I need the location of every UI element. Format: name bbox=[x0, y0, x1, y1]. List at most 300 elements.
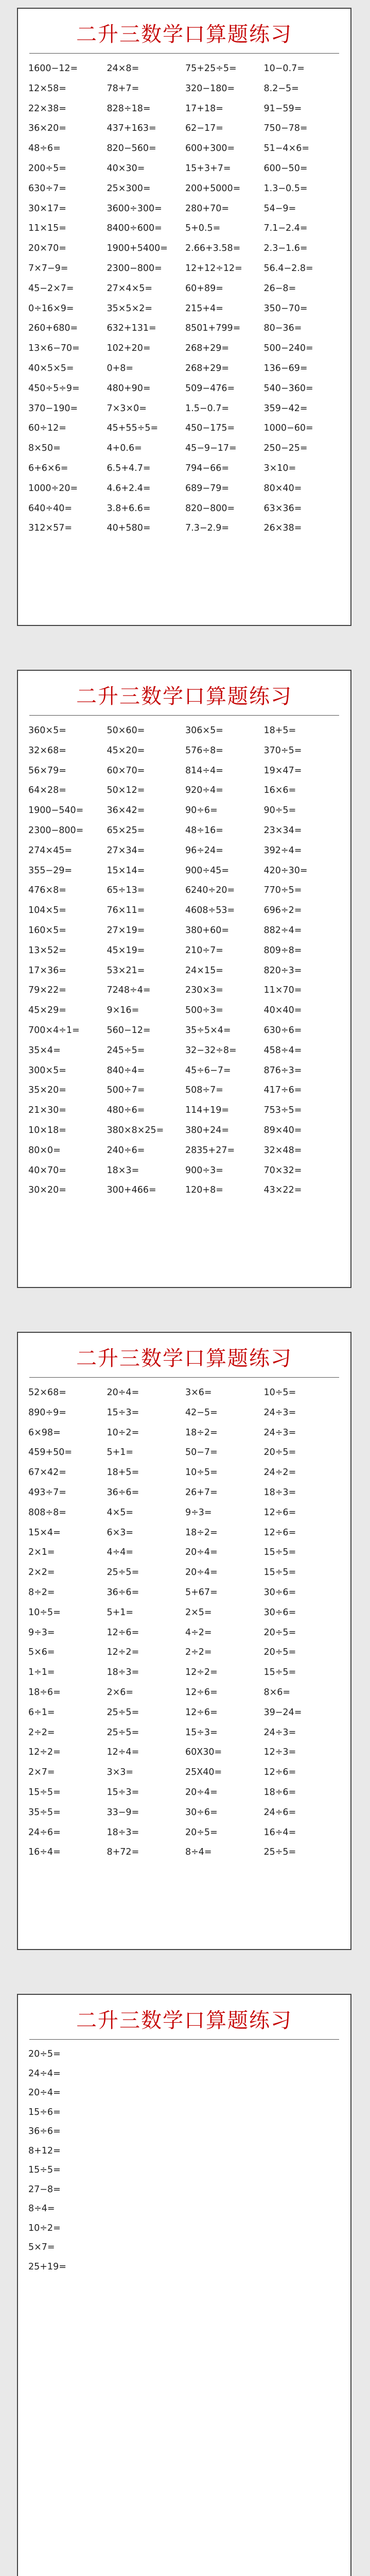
math-problem: 45÷6−7= bbox=[185, 1065, 231, 1076]
math-problem: 32×68= bbox=[28, 745, 66, 756]
math-problem: 5+1= bbox=[107, 1447, 134, 1458]
math-problem: 18÷6= bbox=[28, 1687, 61, 1698]
math-problem: 12÷4= bbox=[107, 1747, 139, 1758]
math-problem: 3600÷300= bbox=[107, 203, 162, 214]
math-problem: 8÷4= bbox=[185, 1847, 212, 1858]
math-problem: 1000÷20= bbox=[28, 483, 78, 494]
math-problem: 500−240= bbox=[263, 343, 313, 354]
math-problem: 25+19= bbox=[28, 2261, 66, 2272]
math-problem: 11×70= bbox=[263, 985, 302, 996]
math-problem: 25X40= bbox=[185, 1767, 222, 1778]
math-problem: 2×6= bbox=[107, 1687, 134, 1698]
math-problem: 20÷5= bbox=[263, 1447, 296, 1458]
math-problem: 2.66+3.58= bbox=[185, 243, 241, 254]
worksheet-page-4 bbox=[17, 1994, 351, 2576]
math-problem: 458÷4= bbox=[263, 1045, 302, 1056]
math-problem: 370−190= bbox=[28, 403, 78, 414]
math-problem: 26−8= bbox=[263, 283, 296, 294]
math-problem: 35×4= bbox=[28, 1045, 61, 1056]
math-problem: 350−70= bbox=[263, 303, 308, 314]
math-problem: 4608÷53= bbox=[185, 905, 235, 916]
math-problem: 16×6= bbox=[263, 785, 296, 796]
math-problem: 80−36= bbox=[263, 323, 302, 334]
problem-grid bbox=[18, 721, 350, 1200]
math-problem: 5×7= bbox=[28, 2242, 55, 2252]
math-problem: 508÷7= bbox=[185, 1085, 223, 1096]
math-problem: 35÷5×4= bbox=[185, 1025, 231, 1036]
math-problem: 25÷5= bbox=[107, 1567, 139, 1578]
math-problem: 20÷5= bbox=[185, 1827, 218, 1838]
math-problem: 45−2×7= bbox=[28, 283, 74, 294]
math-problem: 27−8= bbox=[28, 2184, 61, 2195]
math-problem: 10÷5= bbox=[185, 1467, 218, 1478]
problem-grid bbox=[18, 59, 350, 538]
math-problem: 36÷6= bbox=[28, 2126, 61, 2137]
math-problem: 2835+27= bbox=[185, 1145, 235, 1156]
math-problem: 7.1−2.4= bbox=[263, 223, 308, 234]
math-problem: 312×57= bbox=[28, 523, 72, 534]
math-problem: 8×6= bbox=[263, 1687, 291, 1698]
math-problem: 7×3×0= bbox=[107, 403, 147, 414]
math-problem: 820÷3= bbox=[263, 965, 302, 976]
math-problem: 114+19= bbox=[185, 1105, 229, 1116]
math-problem: 60×70= bbox=[107, 765, 145, 776]
math-problem: 96÷24= bbox=[185, 845, 223, 856]
math-problem: 230×3= bbox=[185, 985, 223, 996]
math-problem: 12÷2= bbox=[185, 1667, 218, 1678]
math-problem: 60X30= bbox=[185, 1747, 222, 1758]
math-problem: 20÷4= bbox=[185, 1567, 218, 1578]
math-problem: 65×25= bbox=[107, 825, 145, 836]
math-problem: 65÷13= bbox=[107, 885, 145, 896]
math-problem: 30÷6= bbox=[263, 1607, 296, 1618]
math-problem: 1000−60= bbox=[263, 423, 313, 434]
page-title: 二升三数学口算题练习 bbox=[76, 23, 292, 46]
math-problem: 245÷5= bbox=[107, 1045, 145, 1056]
math-problem: 12÷6= bbox=[263, 1507, 296, 1518]
math-problem: 274×45= bbox=[28, 845, 72, 856]
math-problem: 808÷8= bbox=[28, 1507, 66, 1518]
math-problem: 210÷7= bbox=[185, 945, 223, 956]
math-problem: 5+1= bbox=[107, 1607, 134, 1618]
math-problem: 50×12= bbox=[107, 785, 145, 796]
math-problem: 30÷6= bbox=[185, 1807, 218, 1818]
math-problem: 18+5= bbox=[107, 1467, 139, 1478]
math-problem: 459+50= bbox=[28, 1447, 72, 1458]
math-problem: 632+131= bbox=[107, 323, 156, 334]
math-problem: 10÷2= bbox=[107, 1427, 139, 1438]
math-problem: 8×50= bbox=[28, 443, 61, 454]
math-problem: 35×5×2= bbox=[107, 303, 153, 314]
math-problem: 15÷3= bbox=[107, 1787, 139, 1798]
math-problem: 136−69= bbox=[263, 363, 308, 374]
math-problem: 13×6−70= bbox=[28, 343, 80, 354]
math-problem: 43×22= bbox=[263, 1185, 302, 1196]
math-problem: 16÷4= bbox=[28, 1847, 61, 1858]
math-problem: 8.2−5= bbox=[263, 83, 299, 94]
math-problem: 62−17= bbox=[185, 123, 223, 134]
math-problem: 30÷6= bbox=[263, 1587, 296, 1598]
math-problem: 840÷4= bbox=[107, 1065, 145, 1076]
math-problem: 420÷30= bbox=[263, 865, 308, 876]
math-problem: 50−7= bbox=[185, 1447, 218, 1458]
math-problem: 380+24= bbox=[185, 1125, 229, 1136]
math-problem: 2×2= bbox=[28, 1567, 55, 1578]
math-problem: 12÷2= bbox=[28, 1747, 61, 1758]
math-problem: 91−59= bbox=[263, 103, 302, 114]
math-problem: 40×5×5= bbox=[28, 363, 74, 374]
math-problem: 18÷2= bbox=[185, 1527, 218, 1538]
math-problem: 15+3+7= bbox=[185, 163, 231, 174]
math-problem: 5+0.5= bbox=[185, 223, 221, 234]
math-problem: 22×38= bbox=[28, 103, 66, 114]
math-problem: 4+0.6= bbox=[107, 443, 142, 454]
math-problem: 215+4= bbox=[185, 303, 223, 314]
math-problem: 828÷18= bbox=[107, 103, 151, 114]
math-problem: 24×8= bbox=[107, 63, 139, 74]
math-problem: 32−32÷8= bbox=[185, 1045, 237, 1056]
math-problem: 0+8= bbox=[107, 363, 134, 374]
math-problem: 20÷4= bbox=[107, 1387, 139, 1398]
math-problem: 370÷5= bbox=[263, 745, 302, 756]
math-problem: 268+29= bbox=[185, 343, 229, 354]
math-problem: 12×58= bbox=[28, 83, 66, 94]
math-problem: 480+90= bbox=[107, 383, 151, 394]
math-problem: 11×15= bbox=[28, 223, 66, 234]
math-problem: 36÷6= bbox=[107, 1587, 139, 1598]
math-problem: 360×5= bbox=[28, 725, 66, 736]
math-problem: 45×29= bbox=[28, 1005, 66, 1016]
math-problem: 63×36= bbox=[263, 503, 302, 514]
math-problem: 820−560= bbox=[107, 143, 156, 154]
math-problem: 12÷6= bbox=[107, 1627, 139, 1638]
math-problem: 6240÷20= bbox=[185, 885, 235, 896]
math-problem: 12÷3= bbox=[263, 1747, 296, 1758]
math-problem: 540−360= bbox=[263, 383, 313, 394]
math-problem: 21×30= bbox=[28, 1105, 66, 1116]
math-problem: 56.4−2.8= bbox=[263, 263, 313, 274]
math-problem: 260+680= bbox=[28, 323, 78, 334]
math-problem: 45×20= bbox=[107, 745, 145, 756]
problem-grid bbox=[18, 1383, 350, 1862]
math-problem: 476×8= bbox=[28, 885, 66, 896]
math-problem: 160×5= bbox=[28, 925, 66, 936]
math-problem: 493÷7= bbox=[28, 1487, 66, 1498]
math-problem: 882÷4= bbox=[263, 925, 302, 936]
math-problem: 920÷4= bbox=[185, 785, 223, 796]
math-problem: 630÷7= bbox=[28, 183, 66, 194]
math-problem: 1600−12= bbox=[28, 63, 78, 74]
math-problem: 1900+5400= bbox=[107, 243, 168, 254]
math-problem: 25÷5= bbox=[263, 1847, 296, 1858]
math-problem: 70×32= bbox=[263, 1165, 302, 1176]
math-problem: 7×7−9= bbox=[28, 263, 68, 274]
math-problem: 18÷3= bbox=[107, 1667, 139, 1678]
math-problem: 306×5= bbox=[185, 725, 223, 736]
math-problem: 56×79= bbox=[28, 765, 66, 776]
math-problem: 814÷4= bbox=[185, 765, 223, 776]
math-problem: 794−66= bbox=[185, 463, 229, 473]
math-problem: 0÷16×9= bbox=[28, 303, 74, 314]
math-problem: 6×98= bbox=[28, 1427, 61, 1438]
math-problem: 12÷6= bbox=[263, 1767, 296, 1778]
math-problem: 15×4= bbox=[28, 1527, 61, 1538]
math-problem: 8÷2= bbox=[28, 1587, 55, 1598]
math-problem: 600+300= bbox=[185, 143, 235, 154]
math-problem: 26+7= bbox=[185, 1487, 218, 1498]
math-problem: 2÷2= bbox=[185, 1647, 212, 1658]
math-problem: 10÷5= bbox=[28, 1607, 61, 1618]
math-problem: 17×36= bbox=[28, 965, 66, 976]
math-problem: 5+67= bbox=[185, 1587, 218, 1598]
worksheet-page-3 bbox=[17, 1332, 351, 1950]
math-problem: 30×17= bbox=[28, 203, 66, 214]
math-problem: 240÷6= bbox=[107, 1145, 145, 1156]
math-problem: 2.3−1.6= bbox=[263, 243, 308, 254]
math-problem: 51−4×6= bbox=[263, 143, 310, 154]
math-problem: 15÷6= bbox=[28, 2107, 61, 2117]
math-problem: 25÷5= bbox=[107, 1707, 139, 1718]
math-problem: 45−9−17= bbox=[185, 443, 237, 454]
math-problem: 480÷6= bbox=[107, 1105, 145, 1116]
math-problem: 380×8×25= bbox=[107, 1125, 164, 1136]
math-problem: 380+60= bbox=[185, 925, 229, 936]
math-problem: 280+70= bbox=[185, 203, 229, 214]
math-problem: 15÷3= bbox=[185, 1727, 218, 1738]
math-problem: 75+25÷5= bbox=[185, 63, 237, 74]
title-divider bbox=[29, 715, 339, 716]
math-problem: 52×68= bbox=[28, 1387, 66, 1398]
worksheet-page-2 bbox=[17, 670, 351, 1288]
math-problem: 450÷5÷9= bbox=[28, 383, 80, 394]
math-problem: 76×11= bbox=[107, 905, 145, 916]
math-problem: 10÷5= bbox=[263, 1387, 296, 1398]
math-problem: 30×20= bbox=[28, 1185, 66, 1196]
math-problem: 102+20= bbox=[107, 343, 151, 354]
title-divider bbox=[29, 53, 339, 54]
math-problem: 40×30= bbox=[107, 163, 145, 174]
math-problem: 890÷9= bbox=[28, 1407, 66, 1418]
math-problem: 630÷6= bbox=[263, 1025, 302, 1036]
math-problem: 1.5−0.7= bbox=[185, 403, 229, 414]
math-problem: 36×20= bbox=[28, 123, 66, 134]
math-problem: 40+580= bbox=[107, 523, 151, 534]
math-problem: 15÷5= bbox=[263, 1667, 296, 1678]
math-problem: 355−29= bbox=[28, 865, 72, 876]
math-problem: 15÷3= bbox=[107, 1407, 139, 1418]
math-problem: 8400÷600= bbox=[107, 223, 162, 234]
math-problem: 509−476= bbox=[185, 383, 235, 394]
math-problem: 900÷45= bbox=[185, 865, 229, 876]
math-problem: 27×4×5= bbox=[107, 283, 153, 294]
math-problem: 9÷3= bbox=[185, 1507, 212, 1518]
math-problem: 54−9= bbox=[263, 203, 296, 214]
math-problem: 770÷5= bbox=[263, 885, 302, 896]
math-problem: 2×7= bbox=[28, 1767, 55, 1778]
math-problem: 24÷4= bbox=[28, 2068, 61, 2079]
math-problem: 78+7= bbox=[107, 83, 139, 94]
math-problem: 359−42= bbox=[263, 403, 308, 414]
math-problem: 20÷4= bbox=[28, 2088, 61, 2098]
math-problem: 20÷5= bbox=[263, 1647, 296, 1658]
title-divider bbox=[29, 2039, 339, 2040]
math-problem: 4.6+2.4= bbox=[107, 483, 151, 494]
math-problem: 320−180= bbox=[185, 83, 235, 94]
math-problem: 900÷3= bbox=[185, 1165, 223, 1176]
math-problem: 1.3−0.5= bbox=[263, 183, 308, 194]
math-problem: 27×34= bbox=[107, 845, 145, 856]
math-problem: 820−800= bbox=[185, 503, 235, 514]
math-problem: 104×5= bbox=[28, 905, 66, 916]
math-problem: 700×4÷1= bbox=[28, 1025, 80, 1036]
math-problem: 89×40= bbox=[263, 1125, 302, 1136]
math-problem: 250−25= bbox=[263, 443, 308, 454]
math-problem: 18+5= bbox=[263, 725, 296, 736]
math-problem: 4×5= bbox=[107, 1507, 134, 1518]
page-title: 二升三数学口算题练习 bbox=[76, 685, 292, 708]
math-problem: 12÷6= bbox=[185, 1707, 218, 1718]
math-problem: 753÷5= bbox=[263, 1105, 302, 1116]
math-problem: 750−78= bbox=[263, 123, 308, 134]
math-problem: 576÷8= bbox=[185, 745, 223, 756]
math-problem: 10×18= bbox=[28, 1125, 66, 1136]
math-problem: 8÷4= bbox=[28, 2204, 55, 2214]
math-problem: 35÷5= bbox=[28, 1807, 61, 1818]
math-problem: 1900−540= bbox=[28, 805, 84, 816]
math-problem: 40×70= bbox=[28, 1165, 66, 1176]
math-problem: 40×40= bbox=[263, 1005, 302, 1016]
math-problem: 6×3= bbox=[107, 1527, 134, 1538]
math-problem: 450−175= bbox=[185, 423, 235, 434]
math-problem: 42−5= bbox=[185, 1407, 218, 1418]
math-problem: 15÷5= bbox=[263, 1567, 296, 1578]
math-problem: 15÷5= bbox=[263, 1547, 296, 1558]
math-problem: 13×52= bbox=[28, 945, 66, 956]
math-problem: 876÷3= bbox=[263, 1065, 302, 1076]
math-problem: 90÷5= bbox=[263, 805, 296, 816]
math-problem: 1÷1= bbox=[28, 1667, 55, 1678]
math-problem: 18÷3= bbox=[263, 1487, 296, 1498]
math-problem: 120+8= bbox=[185, 1185, 223, 1196]
math-problem: 45×19= bbox=[107, 945, 145, 956]
math-problem: 392÷4= bbox=[263, 845, 302, 856]
math-problem: 2300−800= bbox=[28, 825, 84, 836]
math-problem: 7.3−2.9= bbox=[185, 523, 229, 534]
math-problem: 2300−800= bbox=[107, 263, 162, 274]
math-problem: 24÷2= bbox=[263, 1467, 296, 1478]
math-problem: 80×0= bbox=[28, 1145, 61, 1156]
math-problem: 809÷8= bbox=[263, 945, 302, 956]
math-problem: 79×22= bbox=[28, 985, 66, 996]
worksheet-page-1 bbox=[17, 8, 351, 626]
math-problem: 20÷4= bbox=[185, 1547, 218, 1558]
math-problem: 20÷5= bbox=[263, 1627, 296, 1638]
math-problem: 24÷6= bbox=[28, 1827, 61, 1838]
math-problem: 12+12÷12= bbox=[185, 263, 242, 274]
math-problem: 12÷6= bbox=[263, 1527, 296, 1538]
math-problem: 268+29= bbox=[185, 363, 229, 374]
math-problem: 300+466= bbox=[107, 1185, 156, 1196]
math-problem: 640÷40= bbox=[28, 503, 72, 514]
math-problem: 18÷3= bbox=[107, 1827, 139, 1838]
math-problem: 696÷2= bbox=[263, 905, 302, 916]
math-problem: 560−12= bbox=[107, 1025, 151, 1036]
math-problem: 417÷6= bbox=[263, 1085, 302, 1096]
math-problem: 3×3= bbox=[107, 1767, 134, 1778]
math-problem: 24÷3= bbox=[263, 1727, 296, 1738]
math-problem: 64×28= bbox=[28, 785, 66, 796]
math-problem: 200+5000= bbox=[185, 183, 241, 194]
math-problem: 6÷1= bbox=[28, 1707, 55, 1718]
math-problem: 437+163= bbox=[107, 123, 156, 134]
math-problem: 20÷5= bbox=[28, 2049, 61, 2059]
math-problem: 25÷5= bbox=[107, 1727, 139, 1738]
math-problem: 39−24= bbox=[263, 1707, 302, 1718]
math-problem: 60÷12= bbox=[28, 423, 66, 434]
math-problem: 15÷5= bbox=[28, 2165, 61, 2175]
math-problem: 15÷5= bbox=[28, 1787, 61, 1798]
math-problem: 50×60= bbox=[107, 725, 145, 736]
math-problem: 67×42= bbox=[28, 1467, 66, 1478]
math-problem: 19×47= bbox=[263, 765, 302, 776]
math-problem: 24÷6= bbox=[263, 1807, 296, 1818]
math-problem: 18×3= bbox=[107, 1165, 139, 1176]
math-problem: 17+18= bbox=[185, 103, 223, 114]
math-problem: 500÷3= bbox=[185, 1005, 223, 1016]
math-problem: 80×40= bbox=[263, 483, 302, 494]
math-problem: 2×1= bbox=[28, 1547, 55, 1558]
math-problem: 60+89= bbox=[185, 283, 223, 294]
math-problem: 200÷5= bbox=[28, 163, 66, 174]
math-problem: 24÷3= bbox=[263, 1427, 296, 1438]
math-problem: 24×15= bbox=[185, 965, 223, 976]
math-problem: 600−50= bbox=[263, 163, 308, 174]
math-problem: 18÷2= bbox=[185, 1427, 218, 1438]
math-problem: 2÷2= bbox=[28, 1727, 55, 1738]
math-problem: 20÷4= bbox=[185, 1787, 218, 1798]
math-problem: 4÷2= bbox=[185, 1627, 212, 1638]
math-problem: 26×38= bbox=[263, 523, 302, 534]
math-problem: 5×6= bbox=[28, 1647, 55, 1658]
math-problem: 53×21= bbox=[107, 965, 145, 976]
math-problem: 20×70= bbox=[28, 243, 66, 254]
math-problem: 2×5= bbox=[185, 1607, 212, 1618]
math-problem: 10−0.7= bbox=[263, 63, 305, 74]
math-problem: 18÷6= bbox=[263, 1787, 296, 1798]
math-problem: 12÷6= bbox=[185, 1687, 218, 1698]
page-title: 二升三数学口算题练习 bbox=[76, 2009, 292, 2032]
math-problem: 7248÷4= bbox=[107, 985, 151, 996]
math-problem: 16÷4= bbox=[263, 1827, 296, 1838]
math-problem: 32×48= bbox=[263, 1145, 302, 1156]
title-divider bbox=[29, 1377, 339, 1378]
math-problem: 9÷3= bbox=[28, 1627, 55, 1638]
math-problem: 12÷2= bbox=[107, 1647, 139, 1658]
math-problem: 33−9= bbox=[107, 1807, 139, 1818]
math-problem: 35×20= bbox=[28, 1085, 66, 1096]
math-problem: 6+6×6= bbox=[28, 463, 68, 473]
math-problem: 8+72= bbox=[107, 1847, 139, 1858]
math-problem: 8+12= bbox=[28, 2145, 61, 2156]
math-problem: 3.8+6.6= bbox=[107, 503, 151, 514]
math-problem: 36×42= bbox=[107, 805, 145, 816]
math-problem: 48÷16= bbox=[185, 825, 223, 836]
math-problem: 3×6= bbox=[185, 1387, 212, 1398]
page-title: 二升三数学口算题练习 bbox=[76, 1347, 292, 1370]
math-problem: 9×16= bbox=[107, 1005, 139, 1016]
math-problem: 36÷6= bbox=[107, 1487, 139, 1498]
math-problem: 27×19= bbox=[107, 925, 145, 936]
